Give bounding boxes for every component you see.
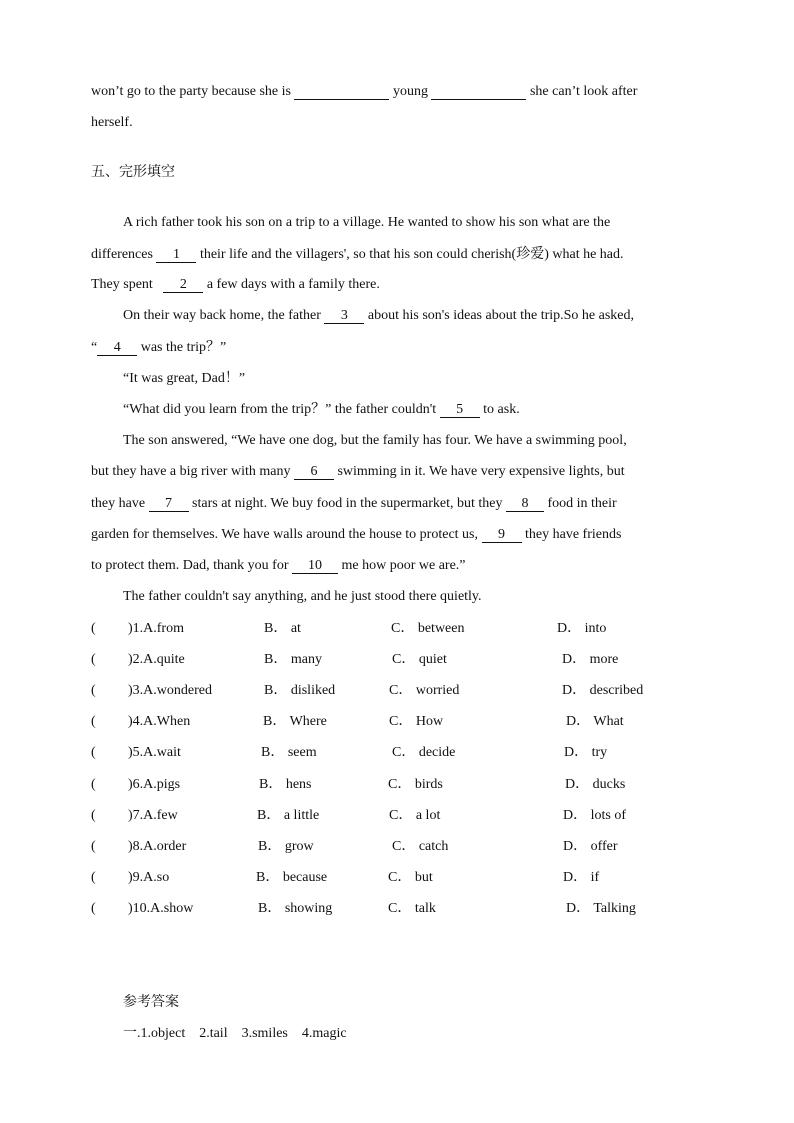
passage-line <box>91 495 617 513</box>
passage-line: A rich father took his son on a trip to a village. He wanted to show his son what are the <box>123 215 611 230</box>
option-d: D． ducks <box>565 777 626 792</box>
option-c: C． catch <box>392 839 449 854</box>
answers-line: 一.1.object 2.tail 3.smiles 4.magic <box>123 1026 347 1041</box>
option-b: B． seem <box>261 745 317 760</box>
question-number: )5.A.wait <box>128 745 181 760</box>
text: ) what he had. <box>544 247 624 262</box>
option-b: B． Where <box>263 714 327 729</box>
intro-text-a: won’t go to the party because she is <box>91 84 291 99</box>
text: stars at night. We buy food in the supermarket, but they <box>192 496 503 511</box>
answers-heading: 参考答案 <box>123 994 179 1010</box>
text: to ask. <box>483 402 520 417</box>
blank-4: 4 <box>97 340 137 356</box>
question-number: )4.A.When <box>128 714 191 729</box>
blank <box>294 84 389 100</box>
option-d: D． into <box>557 621 607 636</box>
answer-paren: ( <box>91 621 96 636</box>
option-b: B． at <box>264 621 301 636</box>
passage-line <box>91 276 380 294</box>
option-d: D． more <box>562 652 619 667</box>
blank-10: 10 <box>292 558 338 574</box>
option-c: C． between <box>391 621 465 636</box>
answer-paren: ( <box>91 839 96 854</box>
option-b: B． many <box>264 652 322 667</box>
passage-line <box>91 339 226 357</box>
blank <box>431 84 526 100</box>
option-c: C． decide <box>392 745 456 760</box>
passage-line: “It was great, Dad！” <box>123 371 246 386</box>
question-number: )1.A.from <box>128 621 184 636</box>
answer-paren: ( <box>91 808 96 823</box>
text: On their way back home, the father <box>123 308 321 323</box>
text: me how poor we are.” <box>341 558 466 573</box>
passage-line <box>123 401 520 419</box>
blank-1: 1 <box>156 247 196 263</box>
text: about his son's ideas about the trip.So he asked, <box>367 308 635 323</box>
passage-line: The father couldn't say anything, and he just stood there quietly. <box>123 589 482 604</box>
option-d: D． lots of <box>563 808 626 823</box>
option-c: C． quiet <box>392 652 447 667</box>
blank-6: 6 <box>294 464 334 480</box>
chinese-gloss: 珍爱 <box>516 246 545 262</box>
option-c: C． but <box>388 870 433 885</box>
passage-line <box>91 557 466 575</box>
option-b: B． a little <box>257 808 320 823</box>
section-heading: 五、完形填空 <box>91 164 175 180</box>
question-number: )10.A.show <box>128 901 194 916</box>
option-c: C． birds <box>388 777 443 792</box>
blank-2: 2 <box>163 277 203 293</box>
text: but they have a big river with many <box>91 464 291 479</box>
option-c: C． talk <box>388 901 436 916</box>
text: garden for themselves. We have walls around the house to protect us, <box>91 527 479 542</box>
option-d: D． What <box>566 714 624 729</box>
text: to protect them. Dad, thank you for <box>91 558 289 573</box>
answer-paren: ( <box>91 901 96 916</box>
text: They spent <box>91 277 153 292</box>
option-b: B． grow <box>258 839 314 854</box>
text: swimming in it. We have very expensive lights, but <box>337 464 625 479</box>
passage-line <box>91 463 625 481</box>
passage-line <box>123 307 634 325</box>
question-number: )6.A.pigs <box>128 777 181 792</box>
text: was the trip？” <box>140 340 227 355</box>
blank-8: 8 <box>506 496 544 512</box>
question-number: )3.A.wondered <box>128 683 212 698</box>
intro-text-c: she can’t look after <box>529 84 638 99</box>
option-d: D． try <box>564 745 608 760</box>
passage-line: The son answered, “We have one dog, but the family has four. We have a swimming pool, <box>123 433 627 448</box>
intro-line-1 <box>91 83 637 101</box>
question-number: )8.A.order <box>128 839 187 854</box>
intro-line-2: herself. <box>91 115 133 130</box>
blank-7: 7 <box>149 496 189 512</box>
answer-paren: ( <box>91 777 96 792</box>
answer-paren: ( <box>91 683 96 698</box>
option-b: B． hens <box>259 777 312 792</box>
intro-text-b: young <box>392 84 428 99</box>
text: “What did you learn from the trip？” the father couldn't <box>123 402 437 417</box>
passage-line <box>91 245 624 264</box>
option-c: C． worried <box>389 683 460 698</box>
answer-paren: ( <box>91 714 96 729</box>
text: food in their <box>547 496 617 511</box>
option-d: D． offer <box>563 839 618 854</box>
option-b: B． disliked <box>264 683 336 698</box>
option-b: B． because <box>256 870 328 885</box>
option-c: C． a lot <box>389 808 441 823</box>
blank-9: 9 <box>482 527 522 543</box>
blank-3: 3 <box>324 308 364 324</box>
answer-paren: ( <box>91 745 96 760</box>
question-number: )2.A.quite <box>128 652 185 667</box>
option-c: C． How <box>389 714 444 729</box>
option-b: B． showing <box>258 901 333 916</box>
text: a few days with a family there. <box>206 277 380 292</box>
option-d: D． described <box>562 683 644 698</box>
answer-paren: ( <box>91 870 96 885</box>
option-d: D． Talking <box>566 901 636 916</box>
question-number: )9.A.so <box>128 870 170 885</box>
option-d: D． if <box>563 870 600 885</box>
answer-paren: ( <box>91 652 96 667</box>
text: their life and the villagers', so that his son could cherish( <box>199 247 517 262</box>
text: they have friends <box>525 527 622 542</box>
question-number: )7.A.few <box>128 808 178 823</box>
text: differences <box>91 247 153 262</box>
passage-line <box>91 526 621 544</box>
text: “ <box>91 340 98 355</box>
text: they have <box>91 496 146 511</box>
blank-5: 5 <box>440 402 480 418</box>
